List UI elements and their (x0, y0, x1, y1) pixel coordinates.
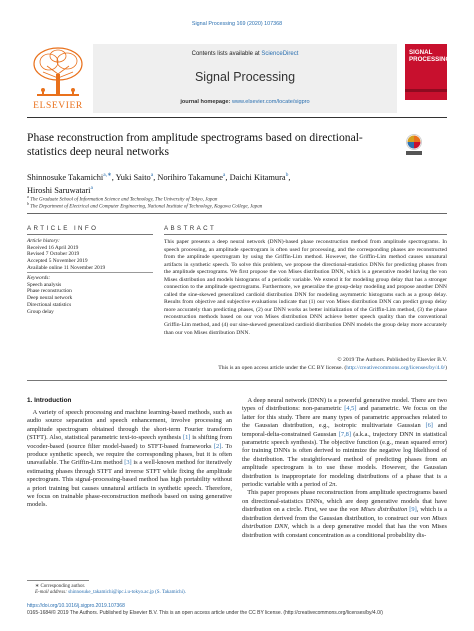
header-divider (27, 117, 447, 118)
issn-license-line: 0165-1684/© 2019 The Authors. Published by Elsevier B.V. This is an open access article under the CC BY license. (http://creativecommons.org/licenses/by/4.0/) (27, 610, 383, 616)
keywords-list (27, 275, 153, 315)
history-label: Article history: (27, 238, 60, 244)
citation-link[interactable]: [1] (182, 434, 191, 442)
intro-right-column (242, 397, 447, 540)
keyword: Deep neural network (27, 295, 73, 302)
abstract-bottom-rule (27, 380, 447, 381)
affiliation-b: $^b$ The Department of Electrical and Computer Engineering, National Institute of Technology, Kagawa College, Japan (27, 201, 263, 210)
email-note: E-mail address: shinnosuke_takamichi@ipc.i.u-tokyo.ac.jp (S. Takamichi). (35, 590, 186, 595)
keywords-rule (27, 272, 153, 273)
history-revised: Revised 7 October 2019 (27, 251, 80, 258)
author-1: Shinnosuke Takamichi$^{a,∗}$, (27, 172, 116, 182)
intro-paragraph: This paper proposes phase reconstruction from amplitude spectrograms based on directional-statistics DNNs, which are deep generative models that have distribution on a circle. First, we use the von Mises distribution [9], which is a distribution derived from the Gaussian distribution, to construct our von Mises distribution DNN, which is a deep generative model that has the von Mises distribution with constant concentration as a conditional probability dis- (242, 489, 447, 539)
journal-name: Signal Processing (194, 70, 296, 84)
history-received: Received 16 April 2019 (27, 244, 79, 251)
intro-paragraph: A deep neural network (DNN) is a powerful generative model. There are two types of distributions: non-parametric [4,5] and parametric. We focus on the latter for this study. There are many types of parametric approaches related to the Gaussian distribution, e.g., isotropic multivariate Gaussian [6] and temporal-delta-constrained Gaussian [7,8] (a.k.a., trajectory DNN in statistical parametric speech synthesis). The objective function (e.g., mean squared error) for training DNNs is often derived to minimize the negative log likelihood of the distribution. The straightforward method of predicting phases from an amplitude spectrogram is to use these models. However, the Gaussian distribution is inappropriate for modeling distributions of a phase that is a periodic variable with a period of 2π. (242, 397, 448, 489)
homepage-line (93, 99, 397, 105)
citation-link[interactable]: [9] (409, 506, 417, 514)
history-accepted: Accepted 5 November 2019 (27, 258, 88, 265)
crossmark-icon[interactable] (405, 134, 423, 156)
journal-masthead (93, 44, 397, 113)
article-history (27, 238, 153, 272)
abstract-heading: ABSTRACT (164, 225, 217, 232)
keyword: Speech analysis (27, 281, 62, 288)
keyword: Phase reconstruction (27, 288, 72, 295)
copyright-notice: © 2019 The Authors. Published by Elsevier B.V. (337, 357, 447, 363)
author-list (27, 170, 417, 197)
author-5: Hiroshi Saruwatari$^a$ (27, 185, 93, 196)
contents-prefix: Contents lists available at (191, 51, 260, 57)
keyword: Directional statistics (27, 301, 72, 308)
article-info-heading: ARTICLE INFO (27, 225, 99, 232)
contents-line (93, 51, 397, 57)
citation-link[interactable]: [3] (124, 459, 132, 467)
affiliation-a: $^a$ The Graduate School of Information Science and Technology, The University of Tokyo, Japan (27, 194, 218, 203)
email-link[interactable]: shinnosuke_takamichi@ipc.i.u-tokyo.ac.jp (S. Takamichi). (68, 590, 186, 595)
author-2: Yuki Saito$^a$, (115, 172, 158, 182)
license-link[interactable]: http://creativecommons.org/licenses/by/4.0/ (346, 365, 446, 371)
citation-link[interactable]: [4,5] (344, 405, 357, 413)
affiliation-divider (27, 213, 447, 214)
open-access-notice: This is an open access article under the CC BY license. (http://creativecommons.org/licenses/by/4.0/) (218, 365, 447, 371)
corresponding-author-note: ∗ Corresponding author. (35, 584, 86, 589)
article-info-rule (27, 234, 153, 235)
abstract-text: This paper presents a deep neural network (DNN)-based phase reconstruction method from amplitude spectrograms. In speech processing, an amplitude spectrogram is often used for processing, and the corresponding phases are reconstructed from the amplitude spectrogram by using the Griffin-Lim method. However, the Griffin-Lim method causes unnatural artifacts in synthetic speech. To solve this problem, we propose the directional-statistics DNNs for predicting phases from the amplitude spectrograms. We first propose the von Mises distribution DNN, which is a generative model having the von Mises distribution and models histograms of a periodic variable. We extend it for modeling group delay that has a stronger connection to the amplitude spectrograms. Furthermore, we generalize the group-delay modeling and propose another DNN called the sine-skewed generalized cardioid distribution DNN for modeling asymmetric histograms such as a group delay. Results from objective and subjective evaluations indicate that (1) our von Mises distribution DNN can predict group delay more accurately than predicting phases, (2) our DNN works as better initialization of the Griffin-Lim method, (3) the phase reconstruction methods based on our von Mises distribution DNN achieve better speech quality than the conventional Griffin-Lim method, and (4) our sine-skewed generalized cardioid distribution DNN models the group delay more accurately than our von Mises distribution DNN. (164, 239, 447, 336)
author-4: Daichi Kitamura$^b$, (229, 172, 291, 182)
article-title: Phase reconstruction from amplitude spectrograms based on directional-statistics deep neural networks (27, 131, 363, 158)
elsevier-logo (27, 44, 89, 114)
publisher-name: ELSEVIER (33, 101, 83, 111)
homepage-prefix: journal homepage: (180, 99, 231, 105)
cover-title-line1: SIGNAL (409, 49, 433, 56)
homepage-link[interactable]: www.elsevier.com/locate/sigpro (231, 99, 310, 105)
journal-cover (405, 44, 451, 100)
doi-link[interactable]: https://doi.org/10.1016/j.sigpro.2019.107368 (27, 603, 125, 609)
keywords-label: Keywords: (27, 275, 51, 281)
cover-title-line2: PROCESSING (409, 55, 451, 63)
footnote-rule (27, 580, 89, 581)
journal-reference[interactable]: Signal Processing 169 (2020) 107368 (191, 21, 283, 27)
author-3: Norihiro Takamune$^a$, (157, 172, 230, 182)
citation-link[interactable]: [7,8] (338, 430, 351, 438)
keyword: Group delay (27, 308, 54, 315)
history-online: Available online 11 November 2019 (27, 264, 106, 271)
elsevier-tree-icon (27, 44, 89, 100)
cover-band (405, 89, 447, 92)
citation-link[interactable]: [6] (425, 422, 433, 430)
sciencedirect-link[interactable]: ScienceDirect (261, 51, 299, 57)
introduction-heading: 1. Introduction (27, 397, 72, 404)
cover-title (409, 49, 451, 63)
intro-left-column: A variety of speech processing and machine learning-based methods, such as audio source separation and speech enhancement, involve processing an amplitude spectrogram obtained through the short-term Fourier transform (STFT). Also, statistical parametric text-to-speech synthesis [1] is shifting from vocoder-based (source filter model-based) to STFT-based frameworks [2]. To produce synthetic speech, we require the corresponding phases, but it is often unavailable. The Griffin-Lim method [3] is a well-known method for iteratively estimating phases through STFT and inverse STFT while fixing the amplitude spectrogram. This signal-processing-based method has high portability without a priori training but causes unnatural artifacts in synthetic speech. Therefore, we focus on trainable phase-reconstruction methods based on using generative models. (27, 409, 232, 509)
abstract-rule (164, 234, 447, 235)
citation-link[interactable]: [2] (213, 442, 222, 450)
